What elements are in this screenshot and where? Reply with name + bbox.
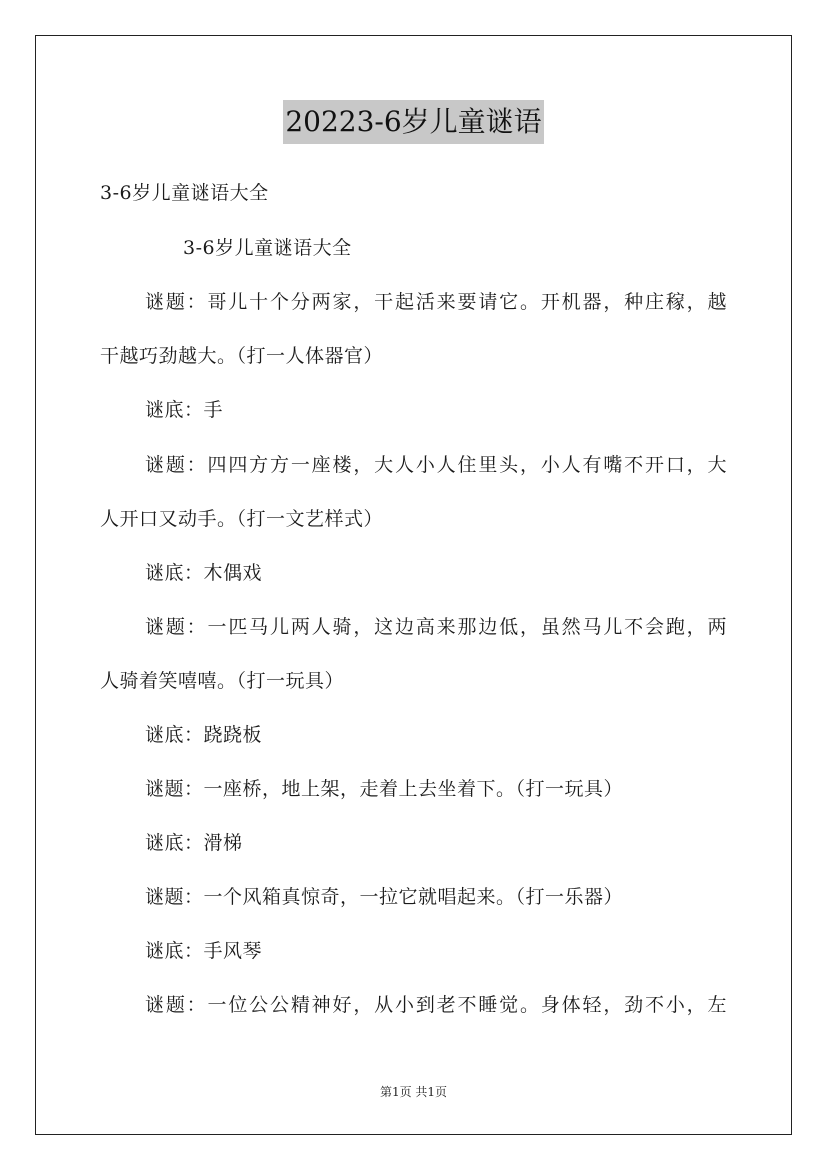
document-title: 20223-6岁儿童谜语: [283, 100, 543, 144]
riddle-answer-line: 谜底：跷跷板: [145, 724, 263, 746]
riddle-answer-line: 谜底：木偶戏: [145, 562, 263, 584]
riddle-question-line: 谜题：一个风箱真惊奇，一拉它就唱起来。（打一乐器）: [145, 886, 624, 908]
riddle-question-line: 谜题：哥儿十个分两家，干起活来要请它。开机器，种庄稼，越: [145, 291, 727, 313]
riddle-question-line: 谜题：四四方方一座楼，大人小人住里头，小人有嘴不开口，大: [145, 454, 727, 476]
page-footer: 第1页 共1页: [379, 1085, 448, 1099]
riddle-answer-line: 谜底：手: [145, 399, 224, 421]
riddle-question-line: 人骑着笑嘻嘻。（打一玩具）: [100, 670, 345, 692]
riddle-answer-line: 谜底：滑梯: [145, 832, 243, 854]
document-subtitle: 3-6岁儿童谜语大全: [100, 182, 269, 204]
riddle-answer-line: 谜底：手风琴: [145, 940, 263, 962]
title-container: [0, 100, 827, 144]
riddle-question-line: 谜题：一位公公精神好，从小到老不睡觉。身体轻，劲不小，左: [145, 994, 727, 1016]
section-heading: 3-6岁儿童谜语大全: [183, 237, 352, 259]
riddle-question-line: 谜题：一座桥，地上架，走着上去坐着下。（打一玩具）: [145, 778, 624, 800]
riddle-question-line: 人开口又动手。（打一文艺样式）: [100, 508, 384, 530]
riddle-question-line: 干越巧劲越大。（打一人体器官）: [100, 345, 384, 367]
riddle-question-line: 谜题：一匹马儿两人骑，这边高来那边低，虽然马儿不会跑，两: [145, 616, 727, 638]
